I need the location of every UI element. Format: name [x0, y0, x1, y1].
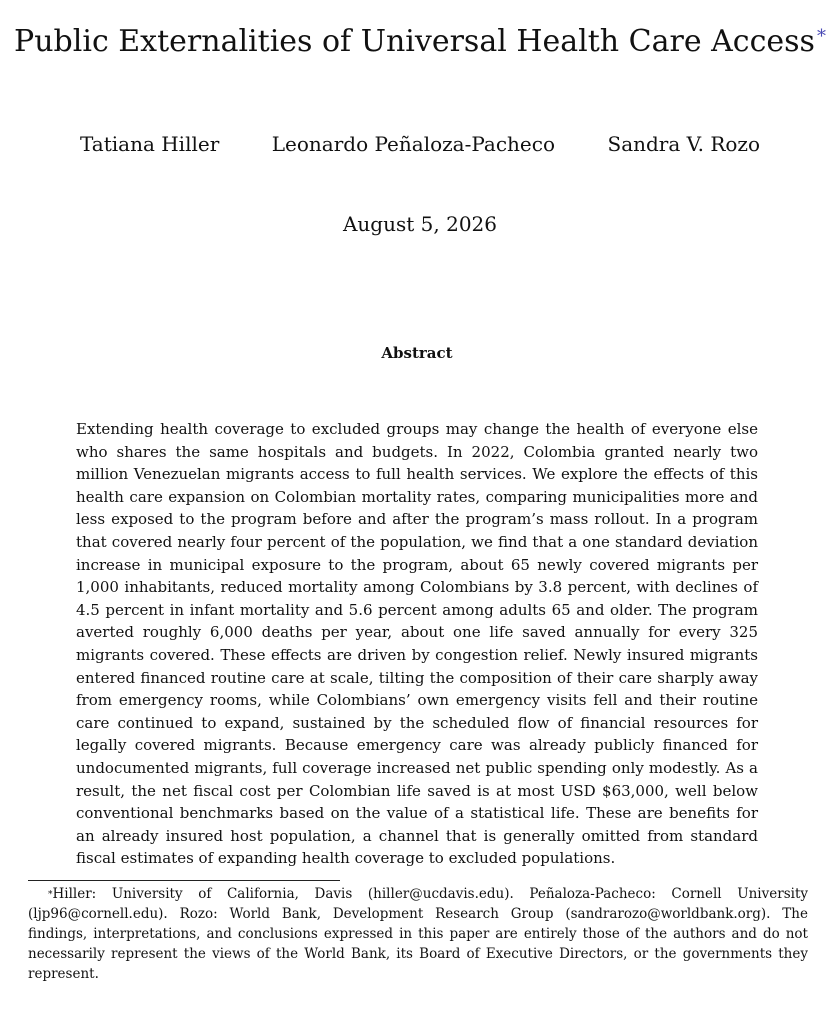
- footnote-text: Hiller: University of California, Davis (hiller@ucdavis.edu). Peñaloza-Pacheco: Cornell University (ljp96@cornell.edu). Rozo: World Bank, Development Research Group (sandrarozo@worldbank.org). The findings, interpretations, and conclusions expressed in this paper are entirely those of the authors and do not necessarily represent the views of the World Bank, its Board of Executive Directors, or the governments they represent.: [28, 886, 808, 982]
- footnote: [28, 884, 808, 984]
- title-footnote-link[interactable]: *: [816, 26, 826, 47]
- paper-title-text: Public Externalities of Universal Health Care Access: [14, 24, 815, 59]
- author-list: [80, 132, 760, 156]
- author-name: Leonardo Peñaloza-Pacheco: [271, 132, 555, 156]
- footnote-divider: [28, 880, 340, 881]
- author-name: Sandra V. Rozo: [607, 132, 760, 156]
- footnote-marker: *: [48, 890, 53, 900]
- abstract-heading: Abstract: [381, 344, 453, 362]
- abstract-body: Extending health coverage to excluded groups may change the health of everyone else who shares the same hospitals and budgets. In 2022, Colombia granted nearly two million Venezuelan migrants access to full health services. We explore the effects of this health care expansion on Colombian mortality rates, comparing municipalities more and less exposed to the program before and after the program’s mass rollout. In a program that covered nearly four percent of the population, we find that a one standard deviation increase in municipal exposure to the program, about 65 newly covered migrants per 1,000 inhabitants, reduced mortality among Colombians by 3.8 percent, with declines of 4.5 percent in infant mortality and 5.6 percent among adults 65 and older. The program averted roughly 6,000 deaths per year, about one life saved annually for every 325 migrants covered. These effects are driven by congestion relief. Newly insured migrants entered financed routine care at scale, tilting the composition of their care sharply away from emergency rooms, while Colombians’ own emergency visits fell and their routine care continued to expand, sustained by the scheduled flow of financial resources for legally covered migrants. Because emergency care was already publicly financed for undocumented migrants, full coverage increased net public spending only modestly. As a result, the net fiscal cost per Colombian life saved is at most USD $63,000, well below conventional benchmarks based on the value of a statistical life. These are benefits for an already insured host population, a channel that is generally omitted from standard fiscal estimates of expanding health coverage to excluded populations.: [76, 420, 758, 868]
- author-name: Tatiana Hiller: [80, 132, 220, 156]
- publication-date: August 5, 2026: [342, 212, 497, 236]
- paper-title: [0, 24, 840, 59]
